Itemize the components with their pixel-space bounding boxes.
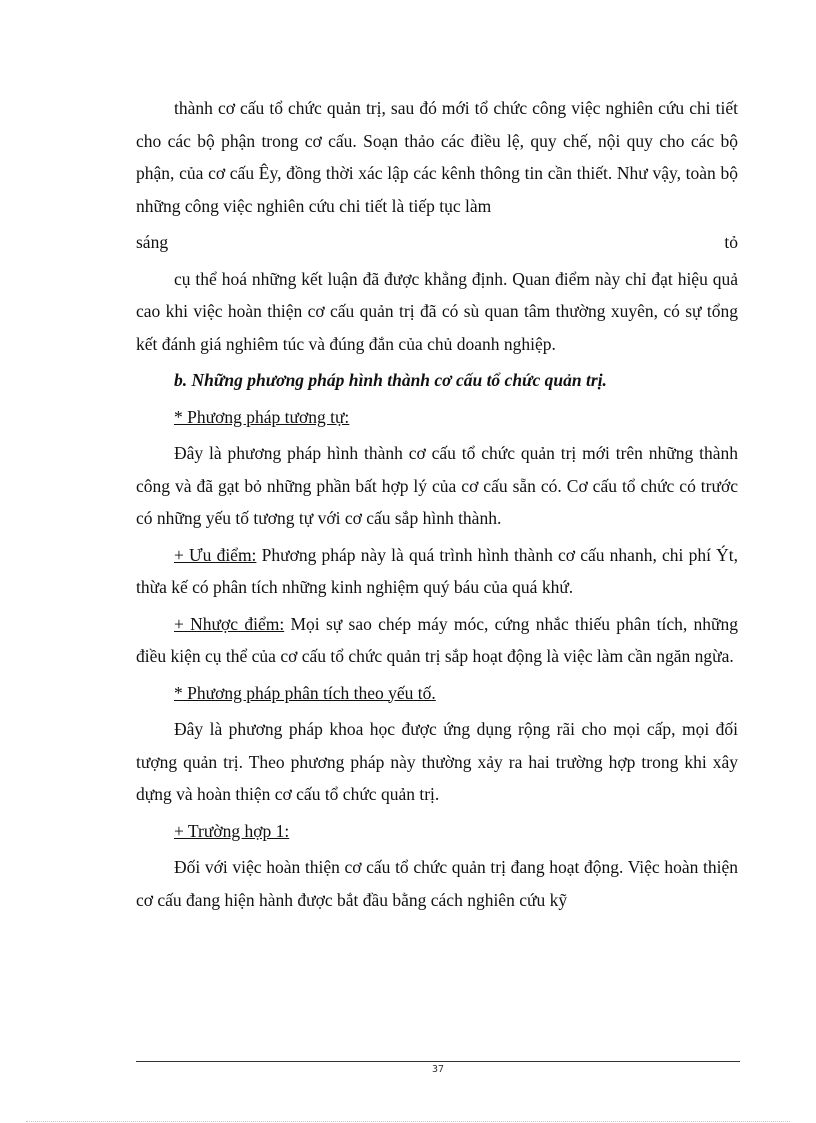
wrap-word-right: tỏ — [724, 232, 738, 252]
paragraph-wrap-line — [136, 226, 738, 259]
footer-divider — [136, 1061, 740, 1062]
page-number: 37 — [431, 1064, 445, 1075]
disadvantages-label: + Nhược điểm: — [174, 613, 285, 634]
advantages-label: + Ưu điểm: — [174, 544, 257, 565]
advantages-text: Phương pháp này là quá trình hình thành cơ cấu nhanh, chi phí Ýt, thừa kế có phân tích những kinh nghiệm quý báu của quá khứ. — [136, 544, 738, 597]
subheading-factor-method — [136, 677, 738, 710]
paragraph-structure-study: thành cơ cấu tổ chức quản trị, sau đó mới tổ chức công việc nghiên cứu chi tiết cho các bộ phận trong cơ cấu. Soạn thảo các điều lệ, quy chế, nội quy cho các bộ phận, của cơ cấu Êy, đồng thời xác lập các kênh thông tin cần thiết. Như vậy, toàn bộ những công việc nghiên cứu chi tiết là tiếp tục làm — [136, 98, 738, 216]
paragraph-disadvantages — [136, 608, 738, 673]
paragraph-conclusion: cụ thể hoá những kết luận đã được khẳng định. Quan điểm này chỉ đạt hiệu quả cao khi việc hoàn thiện cơ cấu quản trị đã có sù quan tâm thường xuyên, có sự tổng kết đánh giá nghiêm túc và đúng đắn của chủ doanh nghiệp. — [136, 268, 738, 354]
paragraph-analog-description: Đây là phương pháp hình thành cơ cấu tổ chức quản trị mới trên những thành công và đã gạt bỏ những phần bất hợp lý của cơ cấu sẵn có. Cơ cấu tổ chức có trước có những yếu tố tương tự với cơ cấu sắp hình thành. — [136, 443, 738, 528]
paragraph-advantages — [136, 539, 738, 604]
paragraph-factor-description: Đây là phương pháp khoa học được ứng dụng rộng rãi cho mọi cấp, mọi đối tượng quản trị. Theo phương pháp này thường xảy ra hai trường hợp trong khi xây dựng và hoàn thiện cơ cấu tổ chức quản trị. — [136, 719, 738, 804]
paragraph-case-1: Đối với việc hoàn thiện cơ cấu tổ chức quản trị đang hoạt động. Việc hoàn thiện cơ cấu đang hiện hành được bắt đầu bằng cách nghiên cứu kỹ — [136, 857, 738, 910]
page-body — [136, 92, 738, 920]
subheading-factor-label: * Phương pháp phân tích theo yếu tố. — [174, 682, 436, 703]
page-bottom-edge — [26, 1121, 790, 1122]
wrap-word-left: sáng — [136, 232, 169, 252]
subheading-case-1 — [136, 815, 738, 848]
subheading-analog-label: * Phương pháp tương tự: — [174, 406, 350, 427]
disadvantages-text: Mọi sự sao chép máy móc, cứng nhắc thiếu phân tích, những điều kiện cụ thể của cơ cấu tổ chức quản trị sắp hoạt động là việc làm cần ngăn ngừa. — [136, 613, 738, 666]
subheading-analog-method — [136, 401, 738, 434]
case-1-label: + Trường hợp 1: — [174, 820, 290, 841]
section-heading-methods: b. Những phương pháp hình thành cơ cấu tổ chức quản trị. — [174, 370, 607, 390]
